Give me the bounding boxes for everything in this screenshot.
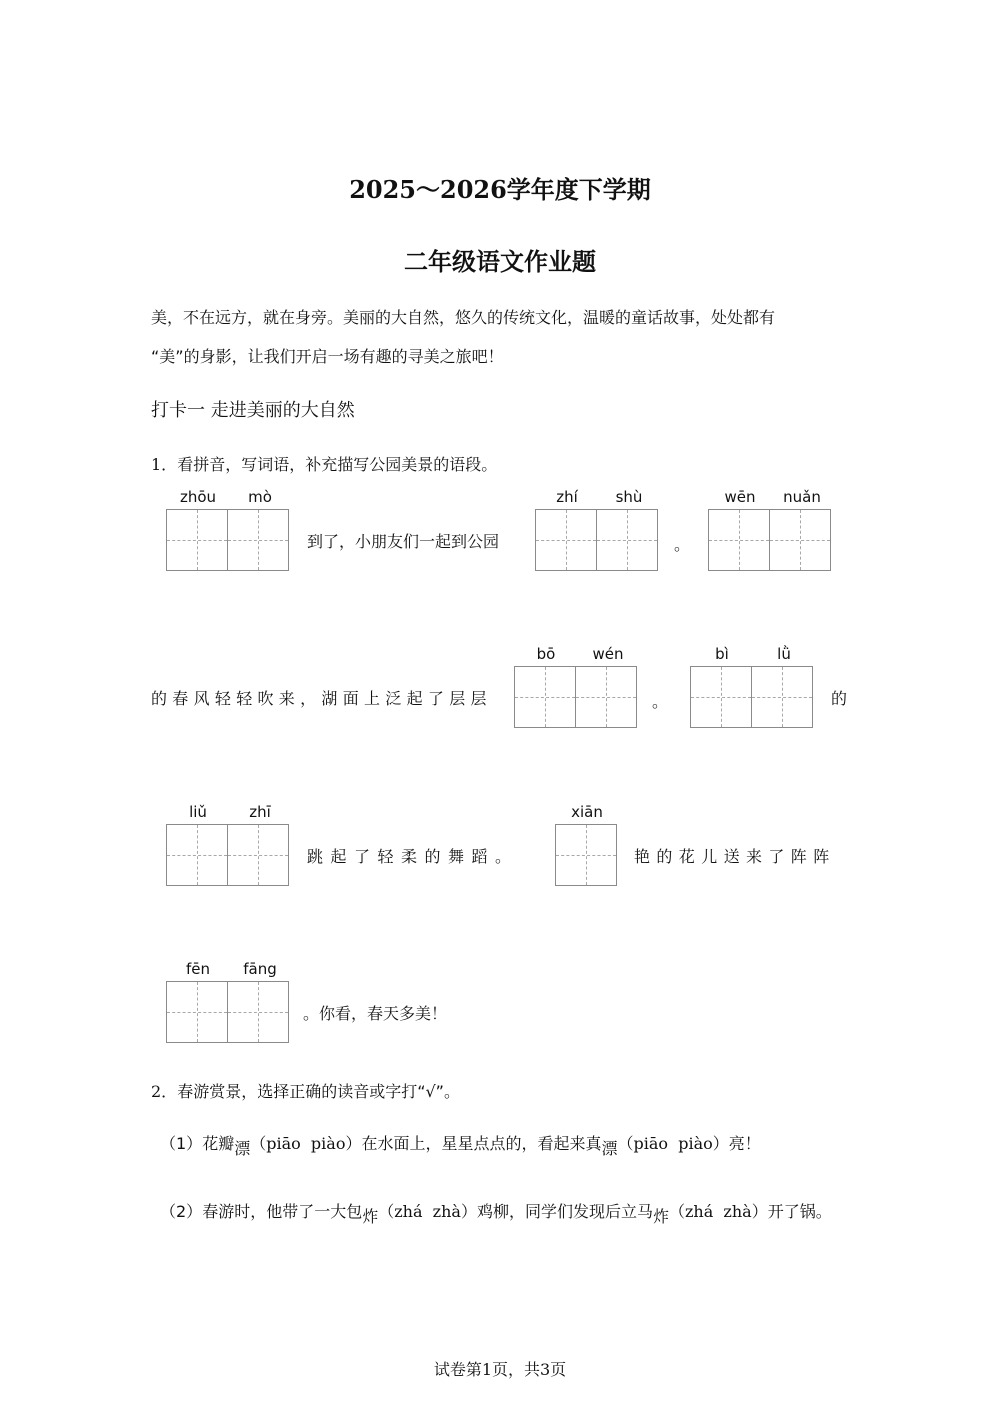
pinyin-wen2: wén xyxy=(592,645,624,663)
answer-box-xian[interactable] xyxy=(555,824,617,886)
pinyin-options[interactable]: （zhá zhà） xyxy=(378,1202,477,1221)
q1-prompt xyxy=(151,452,497,475)
q1-text: 看拼音，写词语，补充描写公园美景的语段。 xyxy=(177,455,498,474)
sentence-text: 。 xyxy=(652,692,669,711)
q2-text: 春游赏景，选择正确的读音或字打“√”。 xyxy=(177,1082,460,1101)
answer-box-zhoumo[interactable] xyxy=(166,509,289,571)
sentence-text: 跳起了轻柔的舞蹈。 xyxy=(307,847,519,866)
tian-cell[interactable] xyxy=(228,824,289,886)
sentence-text: 的 xyxy=(831,689,848,708)
tian-cell[interactable] xyxy=(690,666,752,728)
tian-cell[interactable] xyxy=(597,509,658,571)
pinyin-wen: wēn xyxy=(724,488,756,506)
answer-box-liuzhi[interactable] xyxy=(166,824,289,886)
pinyin-options[interactable]: （piāo piào） xyxy=(250,1134,362,1153)
answer-box-zhishu[interactable] xyxy=(535,509,658,571)
pinyin-zhou: zhōu xyxy=(179,488,217,506)
pinyin-zhi: zhí xyxy=(556,488,578,506)
tian-cell[interactable] xyxy=(555,824,617,886)
page-title: 2025～2026学年度下学期 xyxy=(349,175,651,204)
tian-cell[interactable] xyxy=(514,666,576,728)
tian-cell[interactable] xyxy=(166,509,228,571)
tian-cell[interactable] xyxy=(166,981,228,1043)
q2-number: 2． xyxy=(151,1082,178,1101)
pinyin-xian: xiān xyxy=(571,803,603,821)
item-text: 亮！ xyxy=(728,1134,761,1153)
page-subtitle: 二年级语文作业题 xyxy=(404,248,596,276)
pinyin-zhi2: zhī xyxy=(249,803,271,821)
target-char: 漂 xyxy=(601,1139,618,1158)
answer-box-fenfang[interactable] xyxy=(166,981,289,1043)
pinyin-options[interactable]: （piāo piào） xyxy=(617,1134,729,1153)
tian-cell[interactable] xyxy=(752,666,813,728)
target-char: 漂 xyxy=(234,1139,251,1158)
pinyin-fang: fāng xyxy=(243,960,277,978)
pinyin-shu: shù xyxy=(615,488,643,506)
item-text: 春游时，他带了一大包 xyxy=(202,1202,363,1221)
tian-cell[interactable] xyxy=(535,509,597,571)
answer-box-bowen[interactable] xyxy=(514,666,637,728)
target-char: 炸 xyxy=(362,1207,379,1226)
q2-item-2 xyxy=(160,1199,832,1226)
pinyin-bi: bì xyxy=(715,645,729,663)
pinyin-nuan: nuǎn xyxy=(783,488,821,506)
tian-cell[interactable] xyxy=(708,509,770,571)
sentence-text: 。 xyxy=(674,535,691,554)
page-footer: 试卷第1页，共3页 xyxy=(433,1360,567,1379)
answer-box-bilu[interactable] xyxy=(690,666,813,728)
q2-prompt xyxy=(151,1079,460,1102)
tian-cell[interactable] xyxy=(770,509,831,571)
item-text: 在水面上，星星点点的，看起来真 xyxy=(361,1134,602,1153)
intro-line-1: 美，不在远方，就在身旁。美丽的大自然，悠久的传统文化，温暖的童话故事，处处都有 xyxy=(151,308,776,327)
target-char: 炸 xyxy=(652,1207,669,1226)
sentence-text: 。你看，春天多美！ xyxy=(303,1004,448,1023)
tian-cell[interactable] xyxy=(228,981,289,1043)
tian-cell[interactable] xyxy=(576,666,637,728)
intro-line-2: “美”的身影，让我们开启一场有趣的寻美之旅吧！ xyxy=(151,347,504,366)
pinyin-bo: bō xyxy=(536,645,556,663)
q1-number: 1． xyxy=(151,455,178,474)
item-text: 鸡柳，同学们发现后立马 xyxy=(476,1202,653,1221)
pinyin-lu: lǜ xyxy=(777,645,791,663)
tian-cell[interactable] xyxy=(228,509,289,571)
pinyin-options[interactable]: （zhá zhà） xyxy=(668,1202,768,1221)
pinyin-mo: mò xyxy=(248,488,272,506)
sentence-text: 艳的花儿送来了阵阵 xyxy=(634,847,836,866)
q2-item-1 xyxy=(160,1131,761,1158)
pinyin-fen: fēn xyxy=(185,960,211,978)
item-text: 花瓣 xyxy=(202,1134,235,1153)
item-label: （1） xyxy=(160,1134,203,1153)
item-text: 开了锅。 xyxy=(767,1202,832,1221)
tian-cell[interactable] xyxy=(166,824,228,886)
item-label: （2） xyxy=(160,1202,203,1221)
sentence-text: 到了，小朋友们一起到公园 xyxy=(307,532,500,551)
pinyin-liu: liǔ xyxy=(189,803,207,821)
section-title: 打卡一 走进美丽的大自然 xyxy=(151,400,355,421)
sentence-text: 的春风轻轻吹来，湖面上泛起了层层 xyxy=(151,689,492,708)
answer-box-wennuan[interactable] xyxy=(708,509,831,571)
